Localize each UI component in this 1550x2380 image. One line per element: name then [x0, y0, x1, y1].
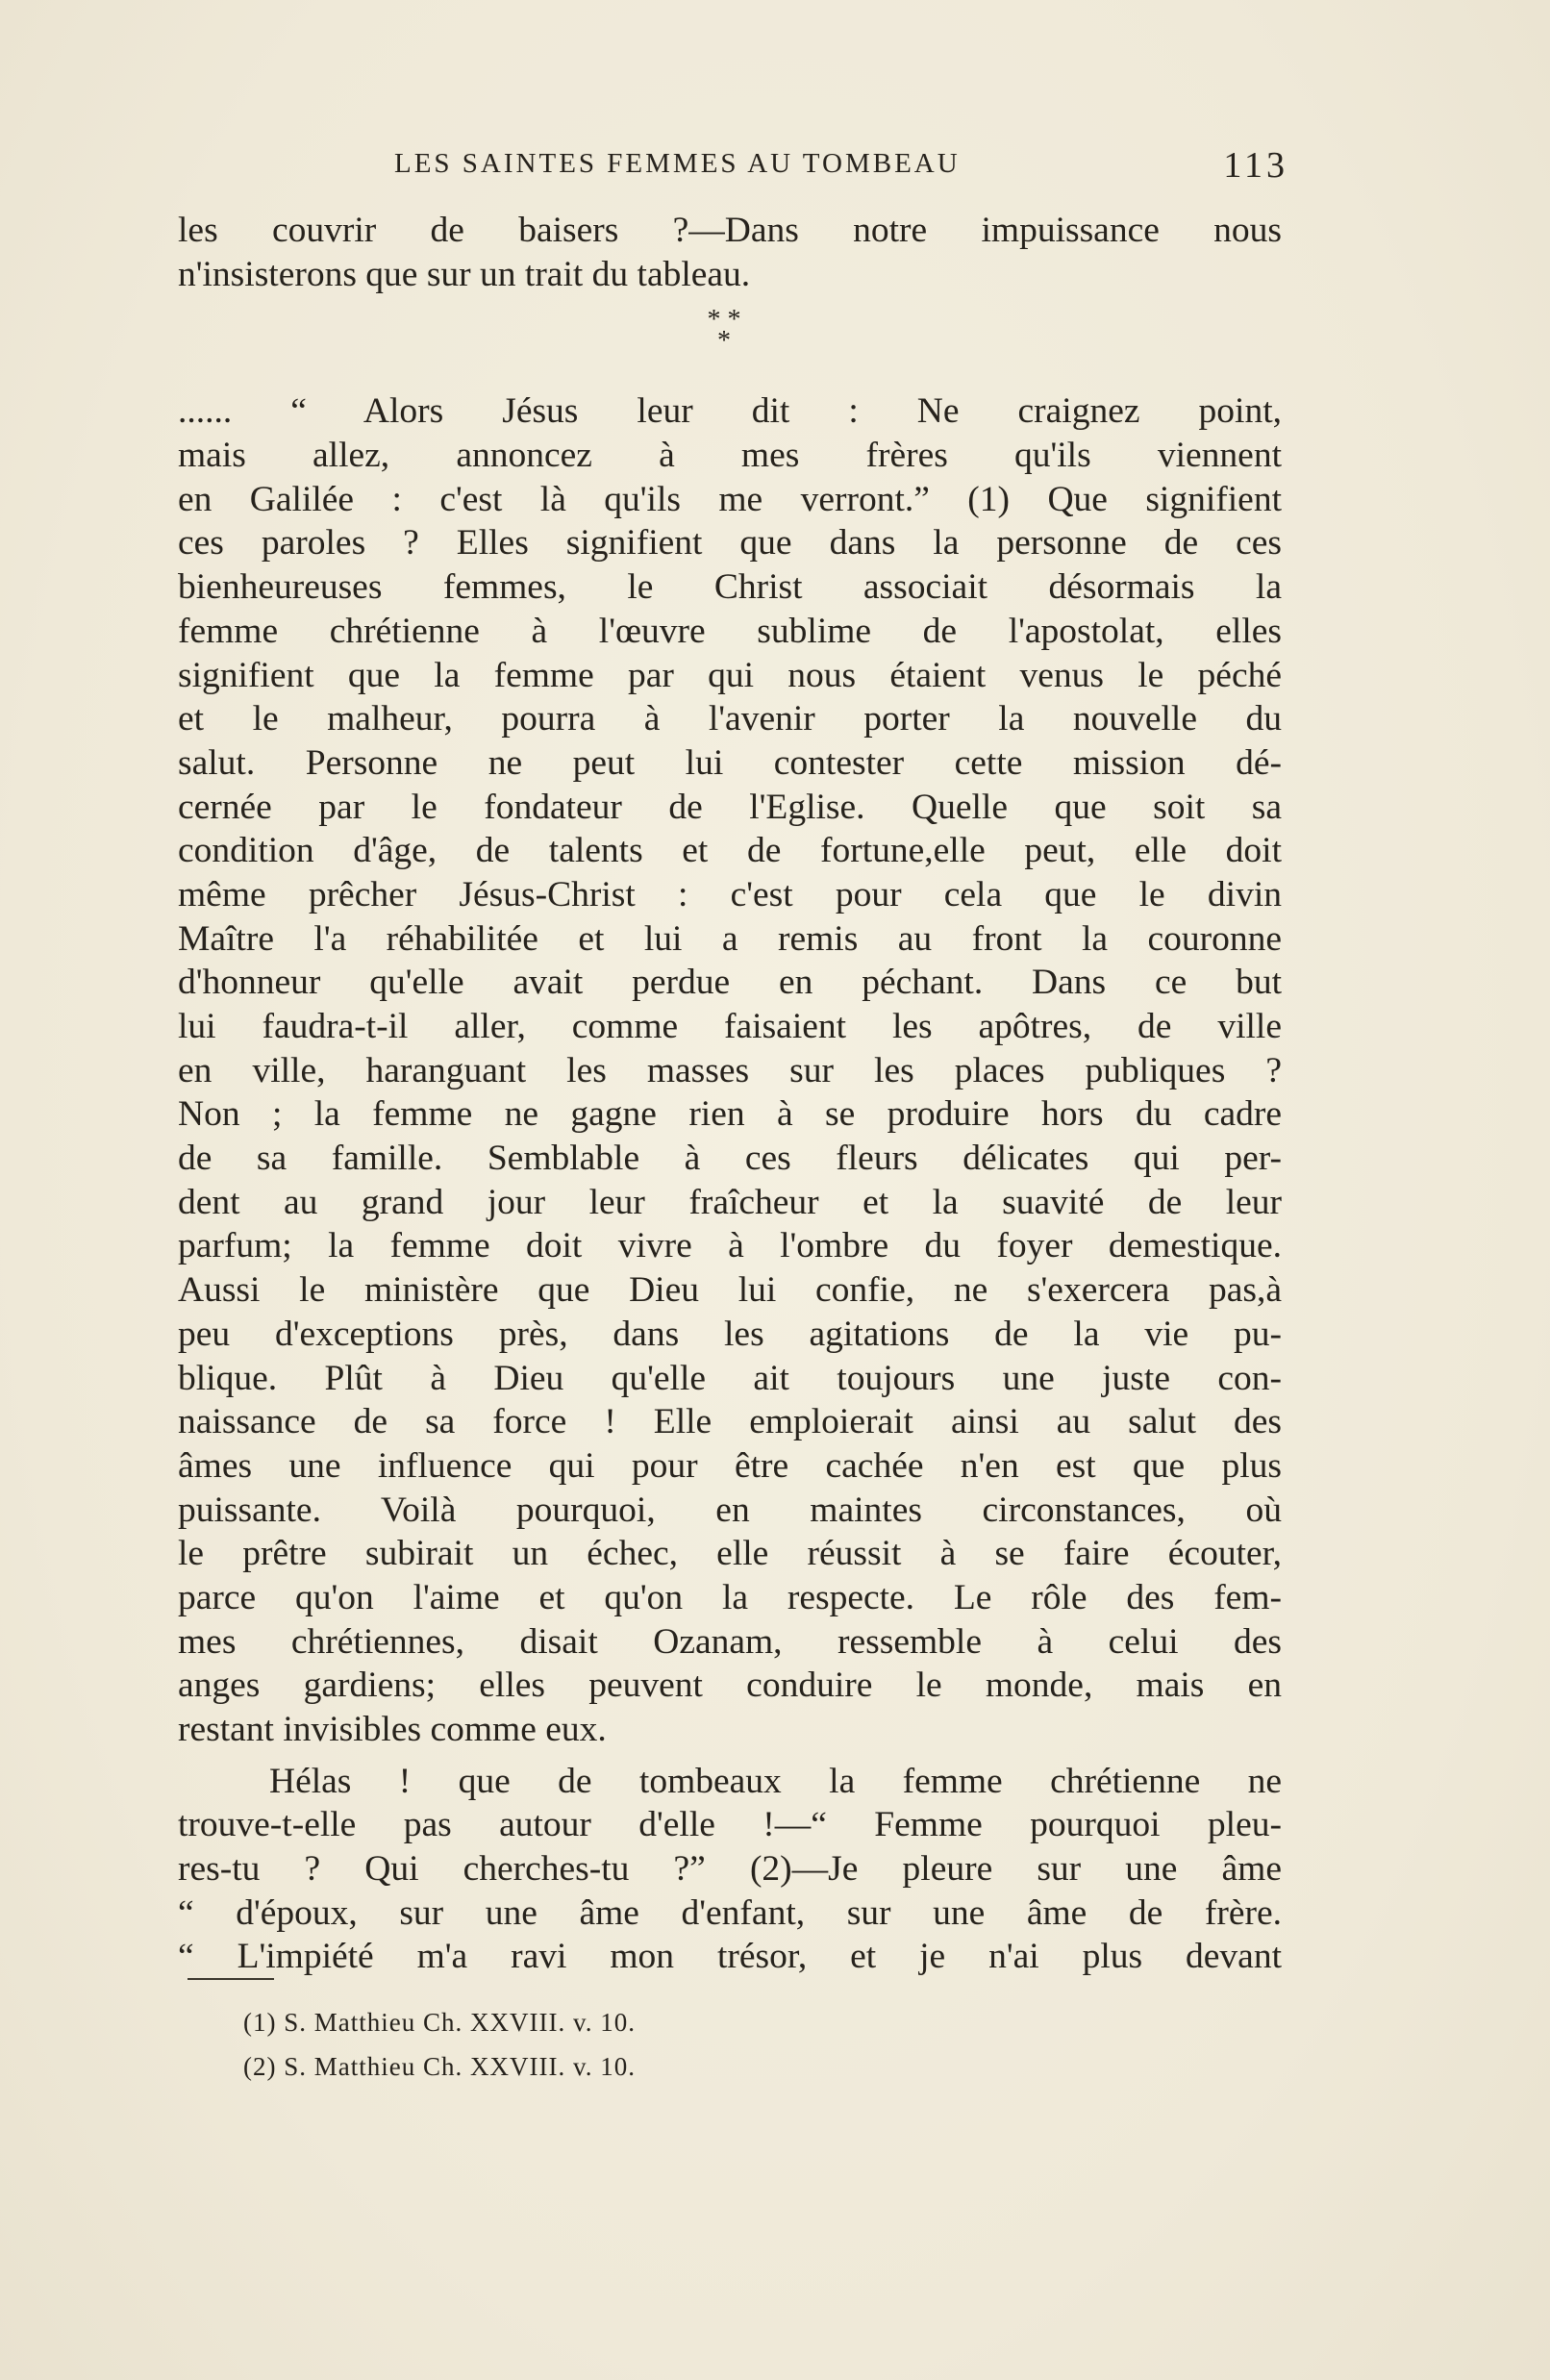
text-line: le prêtre subirait un échec, elle réussit à se faire écouter,: [178, 1534, 1282, 1574]
text-line: en ville, haranguant les masses sur les places publiques ?: [178, 1050, 1282, 1090]
text-line: cernée par le fondateur de l'Eglise. Quelle que soit sa: [178, 787, 1282, 827]
text-line: anges gardiens; elles peuvent conduire le monde, mais en: [178, 1666, 1282, 1706]
text-line: ...... “ Alors Jésus leur dit : Ne craignez point,: [178, 391, 1282, 432]
text-line: mes chrétiennes, disait Ozanam, ressemble à celui des: [178, 1621, 1282, 1662]
asterism-top: * *: [707, 305, 741, 335]
footnote: (1) S. Matthieu Ch. XXVIII. v. 10.: [243, 2008, 636, 2037]
text-line: femme chrétienne à l'œuvre sublime de l'apostolat, elles: [178, 611, 1282, 651]
text-line: peu d'exceptions près, dans les agitations de la vie pu-: [178, 1314, 1282, 1354]
text-line: ces paroles ? Elles signifient que dans la personne de ces: [178, 523, 1282, 564]
page-number: 113: [1223, 145, 1288, 186]
page-header: [394, 144, 1288, 192]
text-line: Aussi le ministère que Dieu lui confie, ne s'exercera pas,à: [178, 1270, 1282, 1311]
text-line: n'insisterons que sur un trait du tableau.: [178, 254, 751, 294]
text-line: condition d'âge, de talents et de fortune,elle peut, elle doit: [178, 831, 1282, 871]
running-title: LES SAINTES FEMMES AU TOMBEAU: [394, 148, 961, 179]
text-line: puissante. Voilà pourquoi, en maintes circonstances, où: [178, 1490, 1282, 1530]
text-line: “ L'impiété m'a ravi mon trésor, et je n'ai plus devant: [178, 1937, 1282, 1977]
footnote: (2) S. Matthieu Ch. XXVIII. v. 10.: [243, 2052, 636, 2081]
asterism: [690, 305, 758, 358]
text-line: blique. Plût à Dieu qu'elle ait toujours une juste con-: [178, 1358, 1282, 1398]
text-line: dent au grand jour leur fraîcheur et la suavité de leur: [178, 1182, 1282, 1222]
text-line: âmes une influence qui pour être cachée n'en est que plus: [178, 1445, 1282, 1486]
text-line: res-tu ? Qui cherches-tu ?” (2)—Je pleure sur une âme: [178, 1849, 1282, 1890]
text-line: salut. Personne ne peut lui contester cette mission dé-: [178, 742, 1282, 783]
text-line: Maître l'a réhabilitée et lui a remis au front la couronne: [178, 918, 1282, 959]
text-line: lui faudra-t-il aller, comme faisaient les apôtres, de ville: [178, 1007, 1282, 1046]
text-line: Non ; la femme ne gagne rien à se produire hors du cadre: [178, 1094, 1282, 1135]
text-line: Hélas ! que de tombeaux la femme chrétienne ne: [269, 1761, 1282, 1801]
text-line: restant invisibles comme eux.: [178, 1710, 607, 1749]
text-line: d'honneur qu'elle avait perdue en péchant. Dans ce but: [178, 963, 1282, 1003]
text-line: “ d'époux, sur une âme d'enfant, sur une âme de frère.: [178, 1892, 1282, 1933]
asterism-bottom: *: [717, 326, 731, 356]
body-text: [178, 209, 1282, 1979]
text-line: de sa famille. Semblable à ces fleurs délicates qui per-: [178, 1139, 1282, 1179]
paragraph-gap: [178, 1752, 1282, 1760]
text-line: naissance de sa force ! Elle emploierait ainsi au salut des: [178, 1402, 1282, 1442]
text-line: bienheureuses femmes, le Christ associait désormais la: [178, 567, 1282, 608]
text-line: parce qu'on l'aime et qu'on la respecte. Le rôle des fem-: [178, 1577, 1282, 1617]
footnote-rule: [188, 1978, 274, 1980]
footnotes: [243, 2000, 1109, 2089]
text-line: et le malheur, pourra à l'avenir porter la nouvelle du: [178, 699, 1282, 739]
text-line: même prêcher Jésus-Christ : c'est pour cela que le divin: [178, 874, 1282, 914]
text-line: mais allez, annoncez à mes frères qu'ils viennent: [178, 436, 1282, 476]
text-line: les couvrir de baisers ?—Dans notre impuissance nous: [178, 211, 1282, 250]
text-line: parfum; la femme doit vivre à l'ombre du foyer demestique.: [178, 1226, 1282, 1266]
text-line: trouve-t-elle pas autour d'elle !—“ Femme pourquoi pleu-: [178, 1805, 1282, 1845]
text-line: en Galilée : c'est là qu'ils me verront.” (1) Que signifient: [178, 479, 1282, 519]
text-line: signifient que la femme par qui nous étaient venus le péché: [178, 655, 1282, 695]
